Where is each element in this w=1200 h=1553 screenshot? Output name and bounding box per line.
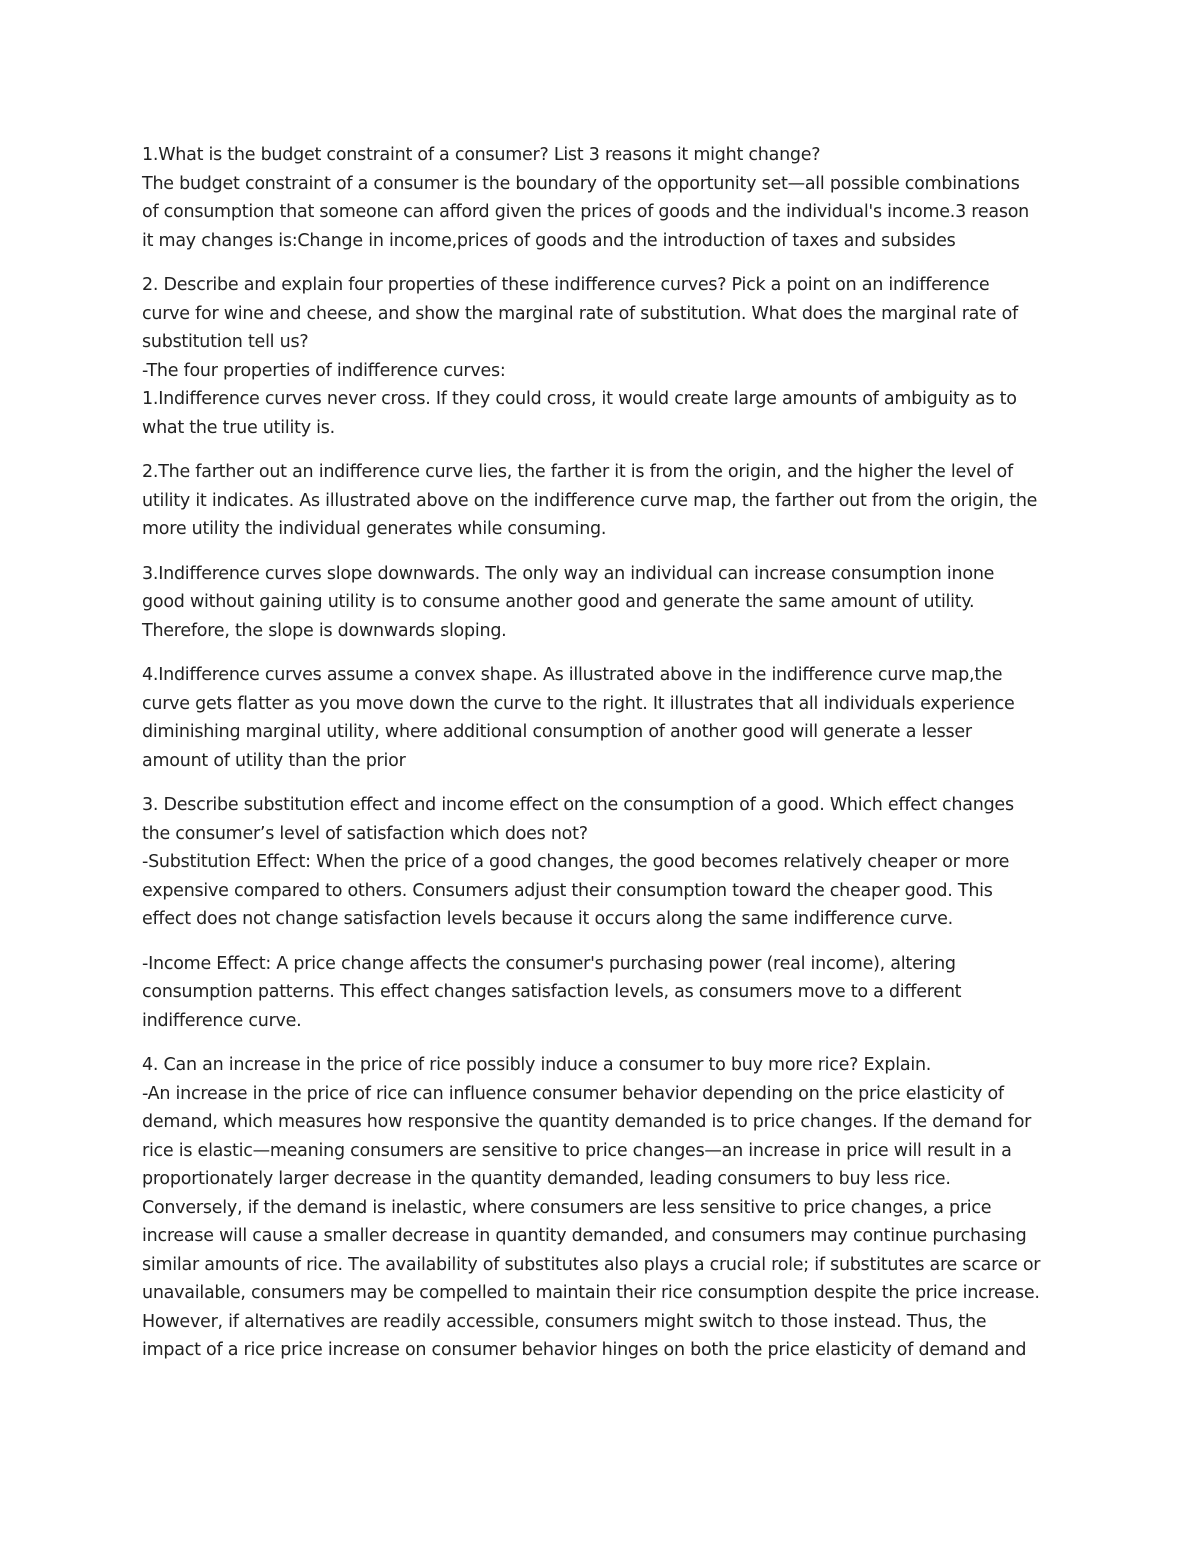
property-4-line: 4.Indifference curves assume a convex shape. As illustrated above in the indifference curve map,the — [142, 665, 1003, 685]
properties-heading: -The four properties of indifference curves: — [142, 360, 506, 381]
substitution-effect-line: expensive compared to others. Consumers adjust their consumption toward the cheaper good. This — [142, 880, 993, 901]
property-1-line: 1.Indifference curves never cross. If they could cross, it would create large amounts of ambiguity as to — [142, 389, 1017, 409]
substitution-effect-line: effect does not change satisfaction levels because it occurs along the same indifference curve. — [142, 909, 953, 929]
question-3-block — [142, 791, 1072, 934]
question-3-text: the consumer’s level of satisfaction which does not? — [142, 823, 588, 844]
question-4-text: 4. Can an increase in the price of rice possibly induce a consumer to buy more rice? Explain. — [142, 1055, 932, 1075]
property-3-line: good without gaining utility is to consume another good and generate the same amount of utility. — [142, 592, 975, 612]
answer-4-line: Conversely, if the demand is inelastic, where consumers are less sensitive to price changes, a price — [142, 1197, 992, 1218]
document-body — [142, 141, 1072, 1381]
income-effect-block — [142, 950, 1072, 1036]
answer-4-line: proportionately larger decrease in the quantity demanded, leading consumers to buy less rice. — [142, 1169, 951, 1189]
question-2-text: 2. Describe and explain four properties of these indifference curves? Pick a point on an indifference — [142, 275, 990, 295]
answer-4-line: increase will cause a smaller decrease in quantity demanded, and consumers may continue purchasing — [142, 1226, 1027, 1246]
answer-4-line: However, if alternatives are readily accessible, consumers might switch to those instead. Thus, the — [142, 1311, 987, 1332]
property-2-line: utility it indicates. As illustrated above on the indifference curve map, the farther out from the origin, the — [142, 490, 1038, 511]
answer-1-line: The budget constraint of a consumer is the boundary of the opportunity set—all possible combinations — [142, 173, 1020, 194]
answer-4-line: demand, which measures how responsive the quantity demanded is to price changes. If the demand for — [142, 1112, 1032, 1132]
property-2-line: more utility the individual generates while consuming. — [142, 519, 607, 539]
answer-4-line: impact of a rice price increase on consumer behavior hinges on both the price elasticity of demand and — [142, 1340, 1027, 1360]
answer-4-line: unavailable, consumers may be compelled to maintain their rice consumption despite the price increase. — [142, 1283, 1040, 1303]
answer-1-line: of consumption that someone can afford given the prices of goods and the individual's income.3 reason — [142, 202, 1029, 222]
answer-4-line: rice is elastic—meaning consumers are sensitive to price changes—an increase in price will result in a — [142, 1140, 1012, 1161]
property-2-line: 2.The farther out an indifference curve lies, the farther it is from the origin, and the higher the level of — [142, 462, 1013, 482]
answer-1-line: it may changes is:Change in income,prices of goods and the introduction of taxes and subsides — [142, 230, 956, 251]
property-4-line: amount of utility than the prior — [142, 750, 406, 771]
question-4-block — [142, 1051, 1072, 1365]
question-1-block — [142, 141, 1072, 255]
question-2-text: substitution tell us? — [142, 332, 309, 352]
income-effect-line: consumption patterns. This effect changes satisfaction levels, as consumers move to a different — [142, 982, 962, 1002]
property-3-line: Therefore, the slope is downwards sloping. — [142, 620, 507, 641]
question-1-text: 1.What is the budget constraint of a consumer? List 3 reasons it might change? — [142, 145, 821, 165]
question-2-block — [142, 271, 1072, 442]
property-3-block — [142, 560, 1072, 646]
property-1-line: what the true utility is. — [142, 417, 335, 438]
income-effect-line: -Income Effect: A price change affects the consumer's purchasing power (real income), altering — [142, 953, 956, 974]
question-2-text: curve for wine and cheese, and show the marginal rate of substitution. What does the marginal rate of — [142, 303, 1018, 324]
answer-4-line: similar amounts of rice. The availability of substitutes also plays a crucial role; if substitutes are scarce or — [142, 1254, 1041, 1275]
property-4-block — [142, 661, 1072, 775]
answer-4-line: -An increase in the price of rice can influence consumer behavior depending on the price elasticity of — [142, 1083, 1004, 1104]
substitution-effect-line: -Substitution Effect: When the price of a good changes, the good becomes relatively cheaper or more — [142, 852, 1010, 872]
question-3-text: 3. Describe substitution effect and income effect on the consumption of a good. Which effect changes — [142, 795, 1014, 815]
property-2-block — [142, 458, 1072, 544]
property-4-line: curve gets flatter as you move down the curve to the right. It illustrates that all individuals experience — [142, 693, 1015, 714]
income-effect-line: indifference curve. — [142, 1010, 302, 1031]
property-3-line: 3.Indifference curves slope downwards. The only way an individual can increase consumption inone — [142, 563, 995, 584]
property-4-line: diminishing marginal utility, where additional consumption of another good will generate a lesser — [142, 722, 972, 742]
